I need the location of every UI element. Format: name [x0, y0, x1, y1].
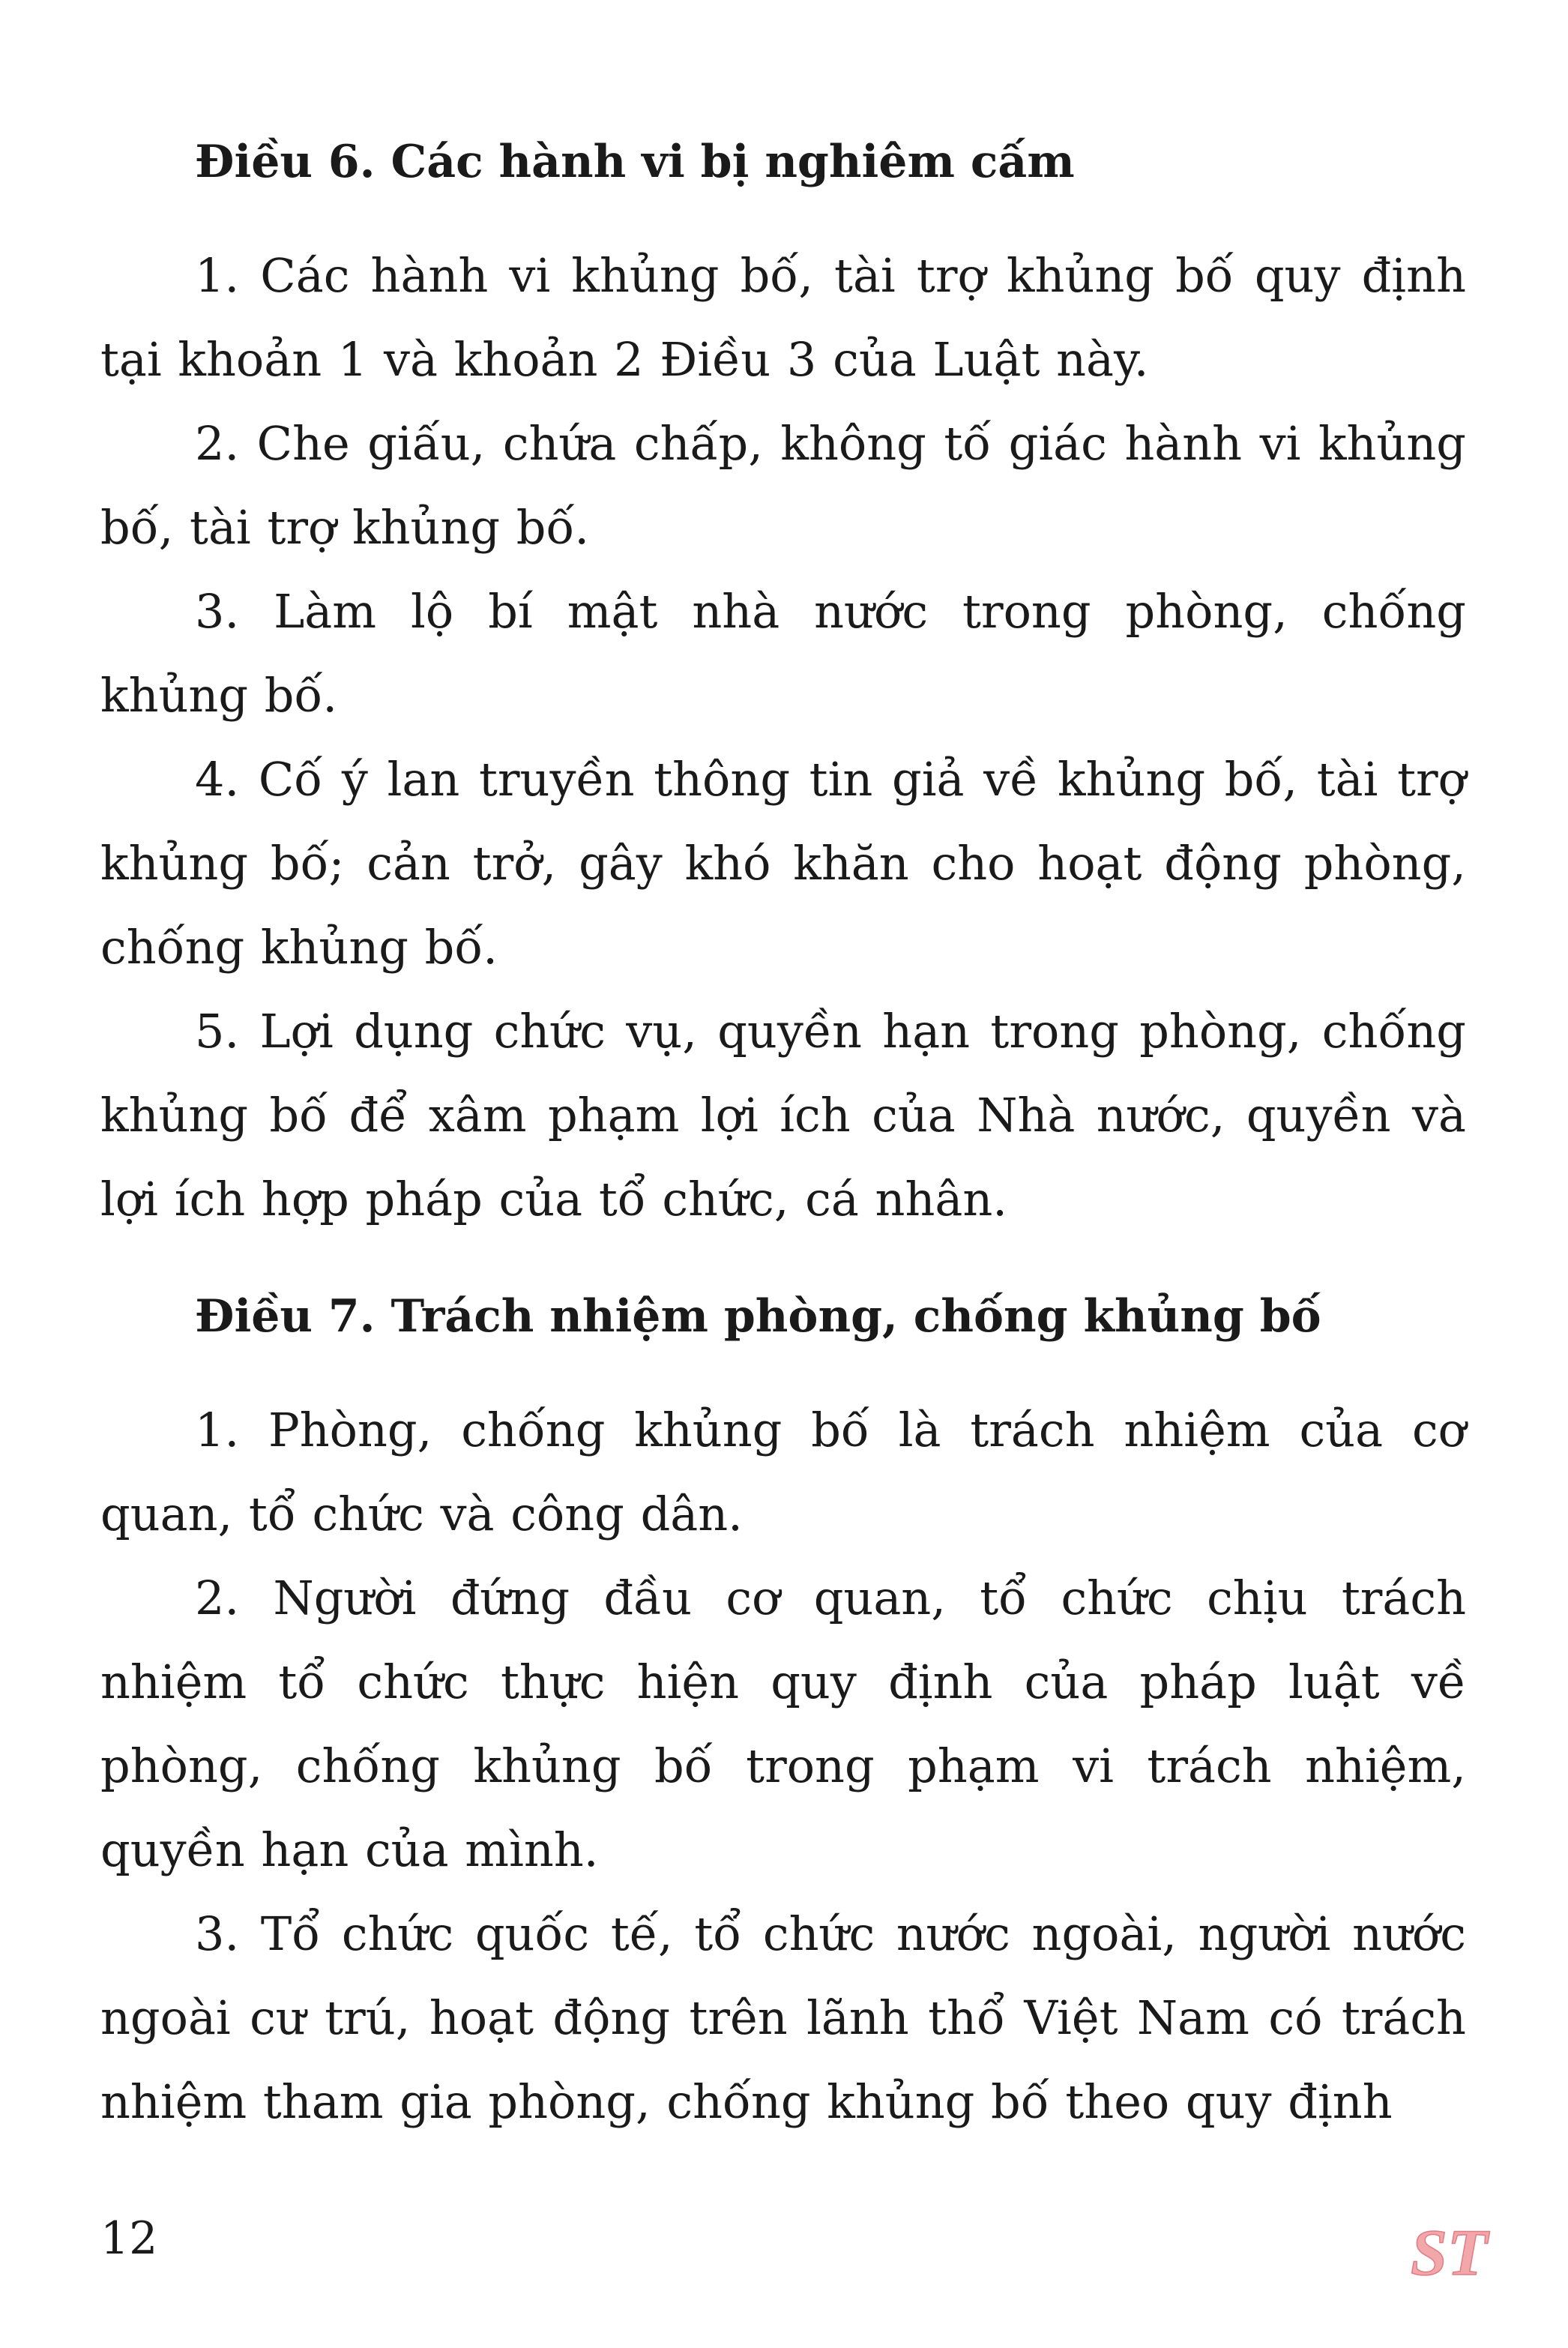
publisher-logo-text: ST	[1411, 2217, 1488, 2290]
article-6-item-5: 5. Lợi dụng chức vụ, quyền hạn trong phòng, chống khủng bố để xâm phạm lợi ích của Nhà nước, quyền và lợi ích hợp pháp của tổ chức, cá nhân.	[100, 1004, 1466, 1226]
article-7-item-3: 3. Tổ chức quốc tế, tổ chức nước ngoài, người nước ngoài cư trú, hoạt động trên lãnh thổ Việt Nam có trách nhiệm tham gia phòng, chống khủng bố theo quy định	[100, 1906, 1466, 2129]
article-7-item-2: 2. Người đứng đầu cơ quan, tổ chức chịu trách nhiệm tổ chức thực hiện quy định của pháp luật về phòng, chống khủng bố trong phạm vi trách nhiệm, quyền hạn của mình.	[100, 1571, 1466, 1877]
publisher-logo-icon	[1408, 2212, 1488, 2290]
article-6-item-2: 2. Che giấu, chứa chấp, không tố giác hành vi khủng bố, tài trợ khủng bố.	[100, 416, 1466, 555]
page-number: 12	[100, 2212, 158, 2265]
article-7-item-1: 1. Phòng, chống khủng bố là trách nhiệm của cơ quan, tổ chức và công dân.	[100, 1403, 1466, 1541]
article-6-item-1: 1. Các hành vi khủng bố, tài trợ khủng bố quy định tại khoản 1 và khoản 2 Điều 3 của Luật này.	[100, 248, 1466, 387]
article-6-item-3: 3. Làm lộ bí mật nhà nước trong phòng, chống khủng bố.	[100, 584, 1466, 723]
section-heading-article-7: Điều 7. Trách nhiệm phòng, chống khủng bố	[195, 1290, 1321, 1343]
section-heading-article-6: Điều 6. Các hành vi bị nghiêm cấm	[195, 136, 1075, 188]
article-6-item-4: 4. Cố ý lan truyền thông tin giả về khủng bố, tài trợ khủng bố; cản trở, gây khó khăn cho hoạt động phòng, chống khủng bố.	[100, 752, 1466, 975]
text-column	[100, 120, 1466, 2144]
